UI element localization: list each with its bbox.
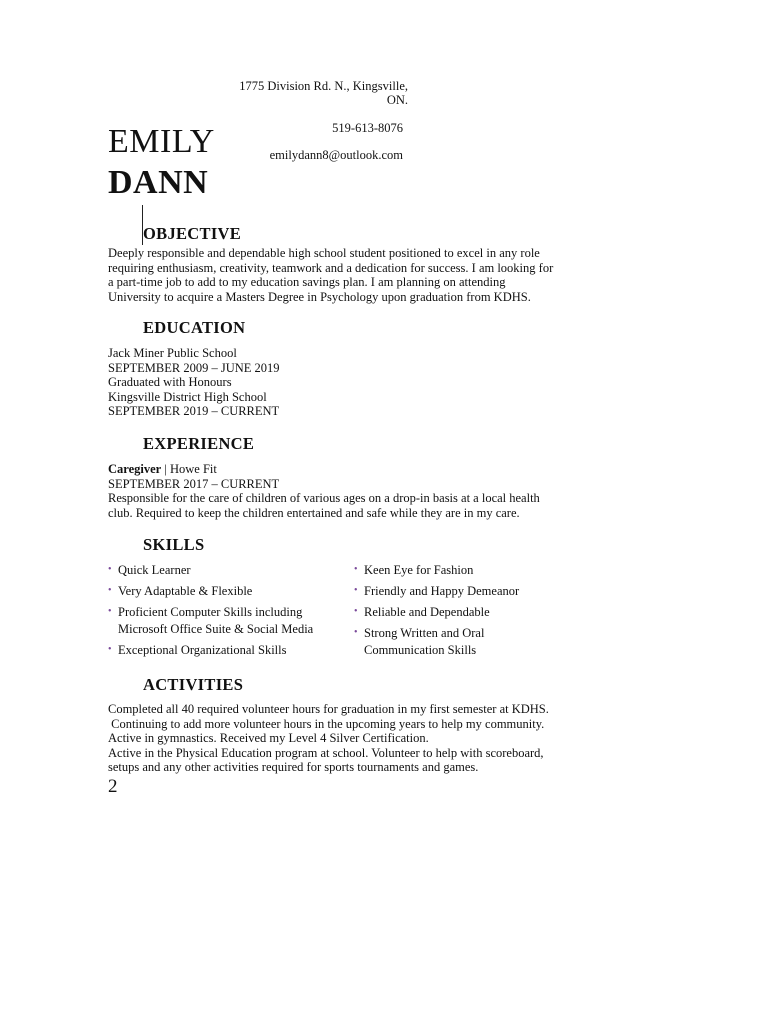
experience-role: Caregiver [108, 462, 162, 476]
objective-line: University to acquire a Masters Degree in Psychology upon graduation from KDHS. [108, 289, 531, 304]
skill-item [354, 562, 519, 579]
skill-label: Friendly and Happy Demeanor [364, 584, 520, 599]
bullet-icon: • [108, 643, 112, 655]
skill-item [108, 583, 326, 600]
skill-item [108, 642, 326, 659]
skill-item [108, 604, 326, 637]
experience-heading: EXPERIENCE [143, 434, 255, 453]
activities-line: Continuing to add more volunteer hours in the upcoming years to help my community. [108, 716, 545, 731]
bullet-icon: • [108, 564, 112, 575]
bullet-icon: • [108, 585, 112, 597]
education-line: SEPTEMBER 2019 – CURRENT [108, 404, 280, 419]
skill-item [108, 562, 326, 579]
objective-heading: OBJECTIVE [143, 224, 242, 243]
experience-title [108, 462, 548, 477]
page-number: 2 [108, 776, 118, 797]
skill-label: Reliable and Dependable [364, 605, 490, 620]
education-line: Kingsville District High School [108, 389, 267, 404]
skill-label: Very Adaptable & Flexible [118, 584, 253, 599]
objective-line: a part-time job to add to my education savings plan. I am planning on attending [108, 275, 506, 290]
experience-details [108, 462, 548, 520]
activities-text [108, 702, 548, 775]
activities-line: Active in gymnastics. Received my Level 4 Silver Certification. [108, 731, 429, 746]
objective-line: requiring enthusiasm, creativity, teamwork and a dedication for success. I am looking for [108, 260, 554, 275]
skill-label: Keen Eye for Fashion [364, 563, 474, 577]
bullet-icon: • [354, 627, 358, 639]
experience-dates: SEPTEMBER 2017 – CURRENT [108, 476, 280, 491]
education-line: Graduated with Honours [108, 375, 232, 390]
skill-item [354, 625, 519, 658]
experience-line: Responsible for the care of children of various ages on a drop-in basis at a local health [108, 491, 540, 506]
email-address: emilydann8@outlook.com [269, 148, 403, 162]
skill-item [354, 604, 519, 621]
education-details [108, 346, 548, 419]
skill-label: Exceptional Organizational Skills [118, 642, 287, 657]
objective-text [108, 246, 554, 304]
education-line: SEPTEMBER 2009 – JUNE 2019 [108, 360, 280, 375]
address [200, 79, 408, 107]
address-line-1: 1775 Division Rd. N., Kingsville, [239, 79, 408, 93]
bullet-icon: • [108, 606, 112, 618]
skill-label: Strong Written and Oral Communication Skills [364, 626, 485, 657]
bullet-icon: • [354, 564, 358, 575]
last-name: DANN [108, 164, 209, 201]
activities-line: Completed all 40 required volunteer hours for graduation in my first semester at KDHS. [108, 702, 549, 716]
address-line-2: ON. [386, 93, 408, 107]
activities-line: Active in the Physical Education program at school. Volunteer to help with scoreboard, [108, 745, 544, 760]
experience-separator: | [161, 462, 170, 476]
skills-column-right [354, 562, 519, 663]
experience-line: club. Required to keep the children entertained and safe while they are in my care. [108, 505, 520, 520]
skills-column-left [108, 562, 326, 663]
experience-employer: Howe Fit [169, 462, 217, 476]
activities-heading: ACTIVITIES [143, 675, 244, 694]
bullet-icon: • [354, 606, 358, 618]
education-line: Jack Miner Public School [108, 346, 237, 360]
skills-heading: SKILLS [143, 535, 205, 554]
bullet-icon: • [354, 585, 358, 597]
phone-number: 519-613-8076 [332, 121, 403, 135]
activities-line: setups and any other activities required for sports tournaments and games. [108, 760, 479, 775]
skill-label: Quick Learner [118, 563, 191, 577]
first-name: EMILY [108, 123, 215, 160]
skill-label: Proficient Computer Skills including Microsoft Office Suite & Social Media [118, 605, 314, 636]
objective-line: Deeply responsible and dependable high school student positioned to excel in any role [108, 246, 540, 260]
skill-item [354, 583, 519, 600]
education-heading: EDUCATION [143, 318, 246, 337]
